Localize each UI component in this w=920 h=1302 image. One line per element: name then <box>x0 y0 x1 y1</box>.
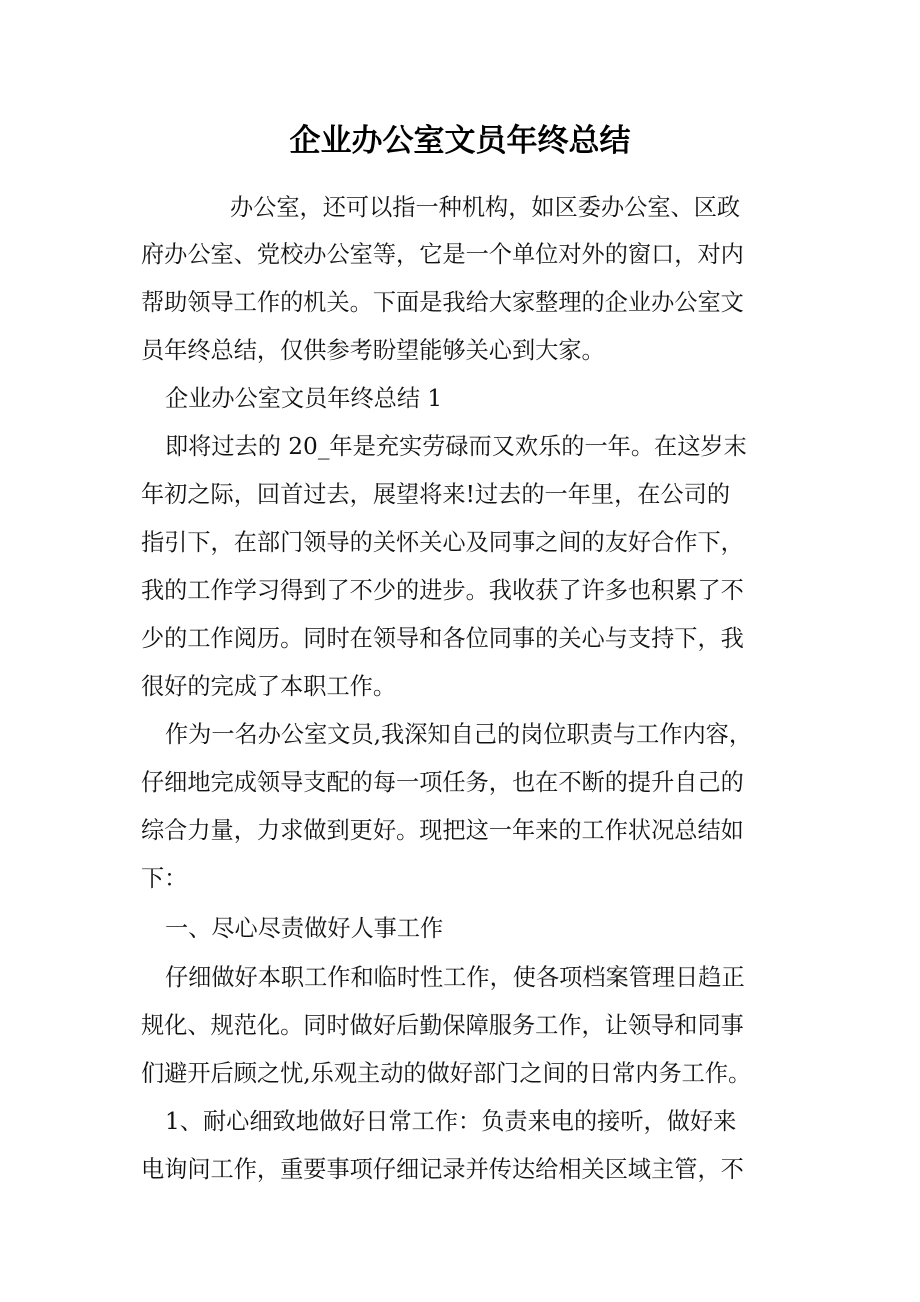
text-line: 我的工作学习得到了不少的进步。我收获了许多也积累了不 <box>141 577 744 604</box>
text-line: 指引下，在部门领导的关怀关心及同事之间的友好合作下， <box>141 529 744 556</box>
text-line: 很好的完成了本职工作。 <box>141 673 397 700</box>
text-line: 1、耐心细致地做好日常工作：负责来电的接听，做好来 <box>165 1108 737 1135</box>
text-line: 少的工作阅历。同时在领导和各位同事的关心与支持下，我 <box>141 625 744 652</box>
text-line: 帮助领导工作的机关。下面是我给大家整理的企业办公室文 <box>141 289 744 316</box>
text-line: 办公室，还可以指一种机构，如区委办公室、区政 <box>230 194 741 221</box>
text-line: 下： <box>141 865 188 892</box>
text-line: 即将过去的 20_年是充实劳碌而又欢乐的一年。在这岁末 <box>165 433 747 460</box>
section-heading: 一、尽心尽责做好人事工作 <box>165 915 444 942</box>
text-line: 们避开后顾之忧,乐观主动的做好部门之间的日常内务工作。 <box>141 1060 752 1087</box>
text-line: 仔细地完成领导支配的每一项任务，也在不断的提升自己的 <box>141 769 744 796</box>
text-line: 综合力量，力求做到更好。现把这一年来的工作状况总结如 <box>141 817 744 844</box>
text-line: 电询问工作，重要事项仔细记录并传达给相关区域主管，不 <box>141 1156 744 1183</box>
section-heading: 企业办公室文员年终总结 1 <box>165 385 443 412</box>
text-line: 员年终总结，仅供参考盼望能够关心到大家。 <box>141 337 605 364</box>
text-line: 仔细做好本职工作和临时性工作，使各项档案管理日趋正 <box>165 964 745 991</box>
text-line: 规化、规范化。同时做好后勤保障服务工作，让领导和同事 <box>141 1012 744 1039</box>
text-line: 府办公室、党校办公室等，它是一个单位对外的窗口，对内 <box>141 241 744 268</box>
text-line: 年初之际，回首过去，展望将来!过去的一年里，在公司的 <box>141 481 731 508</box>
text-line: 作为一名办公室文员,我深知自己的岗位职责与工作内容， <box>165 721 753 748</box>
document-title: 企业办公室文员年终总结 <box>289 123 631 159</box>
